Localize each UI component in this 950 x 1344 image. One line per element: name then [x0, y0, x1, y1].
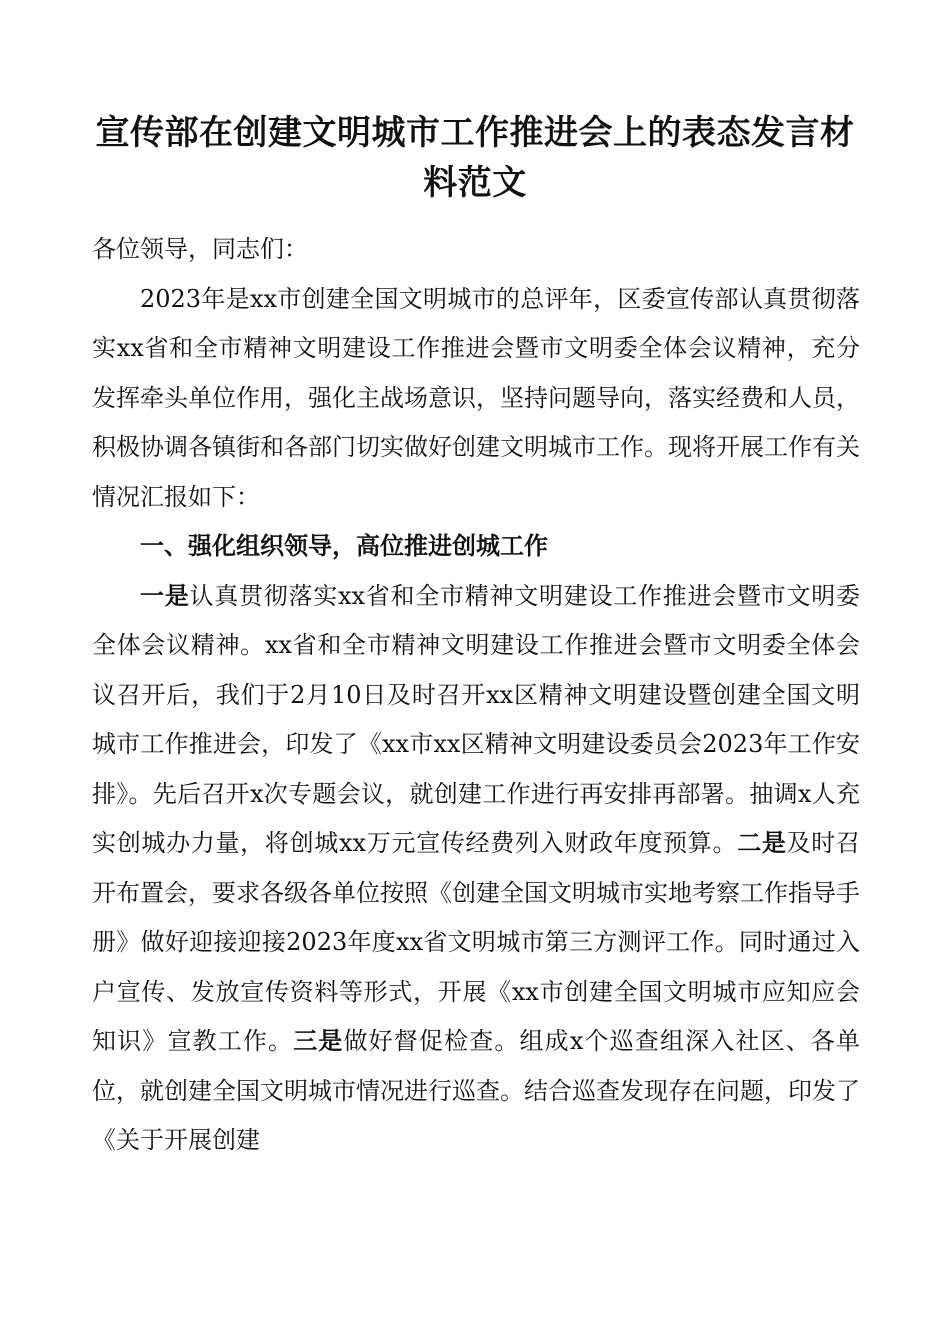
- intro-paragraph: 2023年是xx市创建全国文明城市的总评年，区委宣传部认真贯彻落实xx省和全市精神文明建设工作推进会暨市文明委全体会议精神，充分发挥牵头单位作用，强化主战场意识，坚持问题导向，落实经费和人员，积极协调各镇街和各部门切实做好创建文明城市工作。现将开展工作有关情况汇报如下：: [92, 284, 860, 511]
- page-title: 宣传部在创建文明城市工作推进会上的表态发言材料范文: [95, 113, 855, 203]
- point-label: 三是: [293, 1027, 344, 1055]
- section-paragraph: [92, 572, 860, 1166]
- document-body: [92, 225, 860, 1166]
- point-text: 认真贯彻落实xx省和全市精神文明建设工作推进会暨市文明委全体会议精神。xx省和全市精神文明建设工作推进会暨市文明委全体会议召开后，我们于2月10日及时召开xx区精神文明建设暨创建全国文明城市工作推进会，印发了《xx市xx区精神文明建设委员会2023年工作安排》。先后召开x次专题会议，就创建工作进行再安排再部署。抽调x人充实创城办力量，将创城xx万元宣传经费列入财政年度预算。: [92, 581, 860, 857]
- salutation: 各位领导，同志们：: [92, 235, 308, 263]
- point-label: 一是: [140, 581, 190, 610]
- point-text: 做好督促检查。组成x个巡查组深入社区、各单位，就创建全国文明城市情况进行巡查。结合巡查发现存在问题，印发了《关于开展创建: [92, 1027, 860, 1154]
- point-label: 二是: [737, 829, 787, 857]
- section-heading: 一、强化组织领导，高位推进创城工作: [140, 532, 548, 560]
- point-text: 及时召开布置会，要求各级各单位按照《创建全国文明城市实地考察工作指导手册》做好迎接迎接2023年度xx省文明城市第三方测评工作。同时通过入户宣传、发放宣传资料等形式，开展《xx市创建全国文明城市应知应会知识》宣教工作。: [92, 829, 861, 1055]
